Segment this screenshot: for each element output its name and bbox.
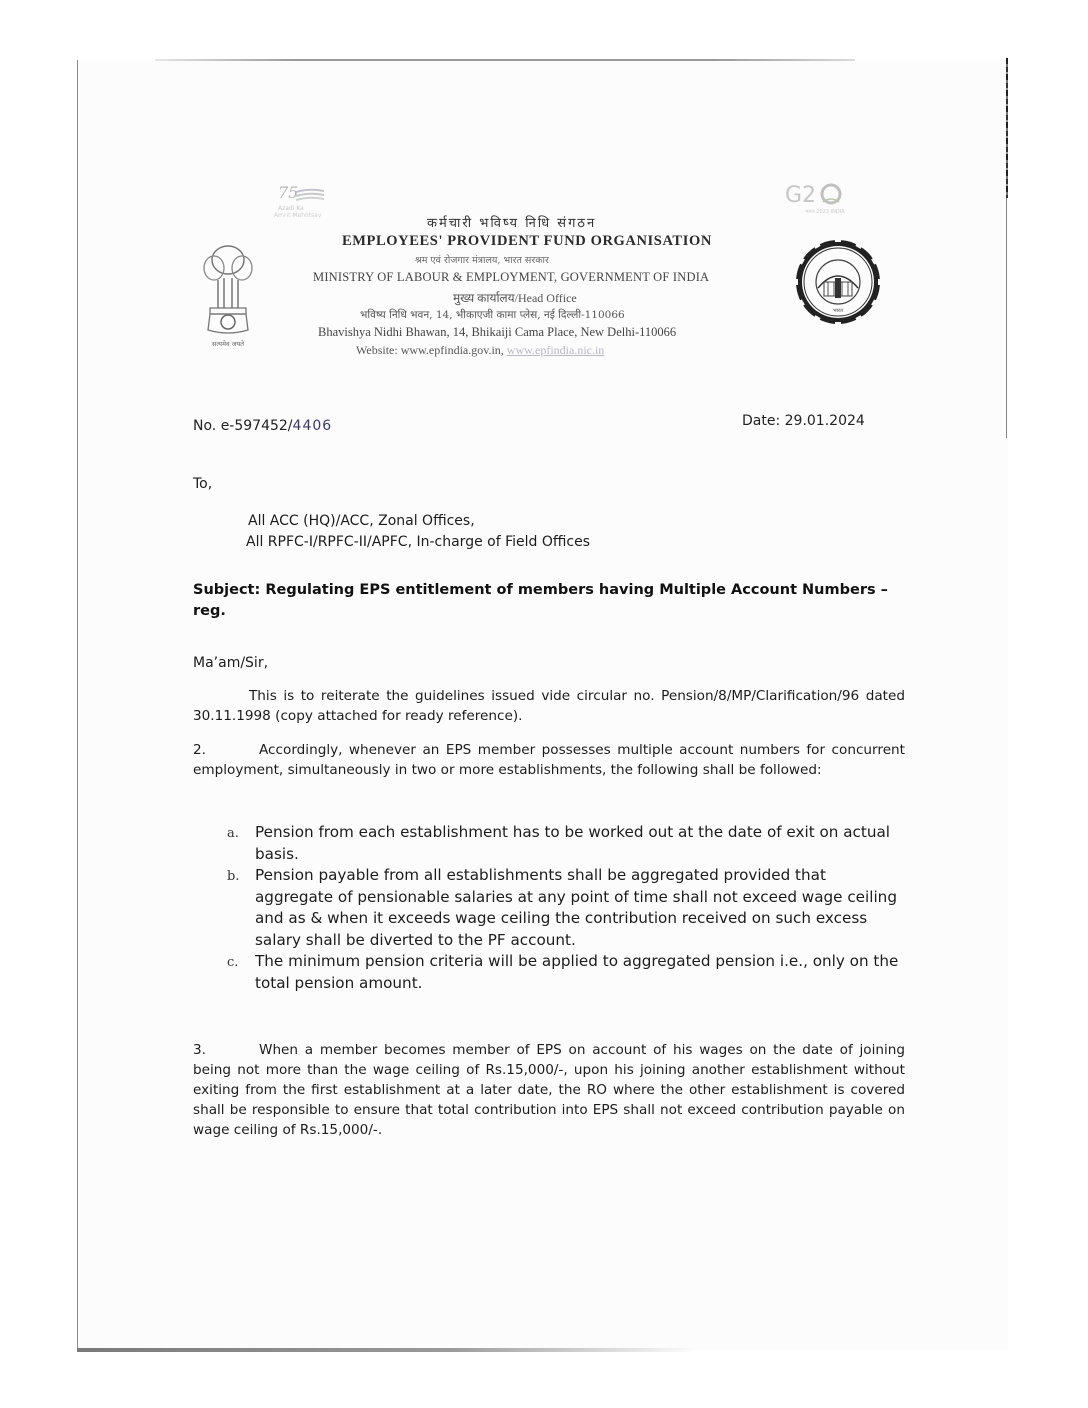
website-secondary-link[interactable]: www.epfindia.nic.in bbox=[506, 343, 605, 357]
svg-text:भारत 2023 INDIA: भारत 2023 INDIA bbox=[805, 209, 845, 215]
website-primary: Website: www.epfindia.gov.in, bbox=[356, 343, 507, 357]
guideline-list bbox=[227, 822, 907, 994]
org-name-hindi: कर्मचारी भविष्य निधि संगठन bbox=[427, 216, 597, 231]
salutation: Ma’am/Sir, bbox=[193, 655, 269, 671]
g20-logo-icon bbox=[785, 178, 845, 218]
address: Bhavishya Nidhi Bhawan, 14, Bhikaiji Cama Place, New Delhi-110066 bbox=[318, 325, 677, 339]
scan-top-edge bbox=[155, 59, 855, 61]
ministry-hindi: श्रम एवं रोजगार मंत्रालय, भारत सरकार bbox=[415, 255, 549, 266]
paragraph-2 bbox=[193, 740, 905, 780]
epfo-seal-icon bbox=[790, 234, 886, 330]
list-item bbox=[227, 822, 907, 865]
scan-right-edge bbox=[1006, 58, 1008, 198]
handwritten-number: 4406 bbox=[292, 418, 333, 434]
paragraph-number: 2. bbox=[193, 742, 206, 758]
ministry-name: MINISTRY OF LABOUR & EMPLOYMENT, GOVERNMENT OF INDIA bbox=[313, 270, 710, 284]
azadi-ka-amrit-mahotsav-logo-icon bbox=[270, 182, 350, 222]
org-name: EMPLOYEES' PROVIDENT FUND ORGANISATION bbox=[342, 233, 712, 249]
list-item-text: The minimum pension criteria will be applied to aggregated pension i.e., only on the total pension amount. bbox=[255, 952, 899, 992]
list-item bbox=[227, 951, 907, 994]
paragraph-number: 3. bbox=[193, 1042, 206, 1058]
reference-number bbox=[193, 418, 332, 434]
scan-right-edge-lower bbox=[1006, 198, 1007, 438]
paragraph-text: When a member becomes member of EPS on account of his wages on the date of joining being not more than the wage ceiling of Rs.15,000/-, upon his joining another establishment without exiting from the first establishment at a later date, the RO where the other establishment is covered shall be responsible to ensure that total contribution into EPS shall not exceed contribution payable on wage ceiling of Rs.15,000/-. bbox=[193, 1042, 905, 1138]
address-hindi: भविष्य निधि भवन, 14, भीकाएजी कामा प्लेस, नई दिल्ली-110066 bbox=[360, 309, 625, 321]
scan-bottom-edge bbox=[77, 1348, 697, 1352]
to-label: To, bbox=[193, 476, 213, 492]
letter-date: Date: 29.01.2024 bbox=[742, 413, 865, 429]
addressee-line: All ACC (HQ)/ACC, Zonal Offices, bbox=[248, 513, 475, 529]
svg-text:Azadi Ka: Azadi Ka bbox=[278, 205, 304, 212]
list-marker: b. bbox=[227, 869, 240, 884]
paragraph-1: This is to reiterate the guidelines issued vide circular no. Pension/8/MP/Clarification/96 dated 30.11.1998 (copy attached for ready reference). bbox=[193, 688, 905, 724]
addressee-block bbox=[248, 511, 590, 553]
paragraph-text: Accordingly, whenever an EPS member possesses multiple account numbers for concurrent employment, simultaneously in two or more establishments, the following shall be followed: bbox=[193, 742, 905, 778]
paragraph-3 bbox=[193, 1040, 905, 1140]
svg-text:Amrit Mahotsav: Amrit Mahotsav bbox=[274, 212, 322, 219]
list-item-text: Pension from each establishment has to be worked out at the date of exit on actual basis. bbox=[255, 823, 891, 863]
subject-line: Subject: Regulating EPS entitlement of members having Multiple Account Numbers – reg. bbox=[193, 582, 888, 619]
list-marker: c. bbox=[227, 955, 239, 970]
svg-text:सत्यमेव जयते: सत्यमेव जयते bbox=[212, 340, 244, 348]
list-marker: a. bbox=[227, 826, 239, 841]
svg-text:75: 75 bbox=[278, 183, 299, 202]
svg-text:G2: G2 bbox=[785, 183, 817, 208]
reference-label: No. e-597452/ bbox=[193, 418, 293, 434]
addressee-line: All RPFC-I/RPFC-II/APFC, In-charge of Field Offices bbox=[246, 534, 591, 550]
svg-text:भारत: भारत bbox=[833, 308, 843, 314]
head-office-label: मुख्य कार्यालय/Head Office bbox=[453, 291, 577, 305]
website-line bbox=[356, 343, 604, 358]
list-item-text: Pension payable from all establishments shall be aggregated provided that aggregate of pensionable salaries at any point of time shall not exceed wage ceiling and as & when it exceeds wage ceiling the contribution received on such excess salary shall be diverted to the PF account. bbox=[255, 866, 897, 949]
national-emblem-icon bbox=[200, 242, 256, 350]
list-item bbox=[227, 865, 907, 951]
